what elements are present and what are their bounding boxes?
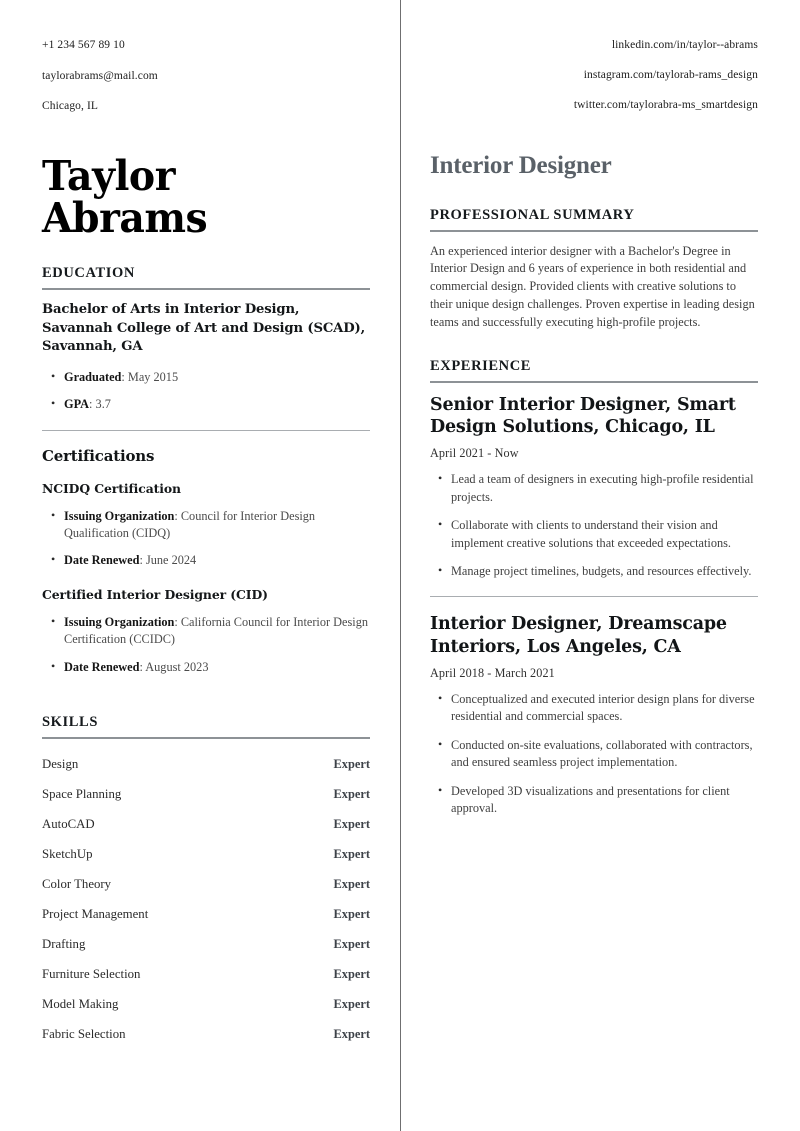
skill-level: Expert bbox=[333, 1027, 370, 1042]
list-item: • Collaborate with clients to understand their vision and implement creative solutions that exceeded expectations. bbox=[451, 517, 758, 552]
education-details bbox=[42, 369, 370, 413]
detail-label: Date Renewed bbox=[64, 659, 140, 674]
detail-value: June 2024 bbox=[145, 553, 197, 567]
skill-name: Model Making bbox=[42, 997, 119, 1012]
list-item: • Developed 3D visualizations and presentations for client approval. bbox=[451, 783, 758, 818]
skill-row bbox=[42, 780, 370, 810]
summary-heading: PROFESSIONAL SUMMARY bbox=[430, 207, 758, 232]
list-item: • Issuing Organization: California Council for Interior Design Certification (CCIDC) bbox=[64, 614, 370, 648]
job-title: Interior Designer, Dreamscape Interiors, Los Angeles, CA bbox=[430, 614, 727, 658]
detail-value: August 2023 bbox=[145, 659, 209, 674]
skill-level: Expert bbox=[333, 817, 370, 832]
skill-name: Design bbox=[42, 757, 79, 772]
list-item: • GPA: 3.7 bbox=[64, 396, 370, 413]
job-date: April 2018 - March 2021 bbox=[430, 665, 555, 680]
list-item: • Manage project timelines, budgets, and resources effectively. bbox=[451, 563, 758, 580]
skill-level: Expert bbox=[333, 877, 370, 892]
section-rule bbox=[42, 430, 370, 431]
job-bullets bbox=[430, 691, 758, 818]
detail-label: Date Renewed bbox=[64, 553, 140, 567]
detail-value: 3.7 bbox=[95, 397, 111, 412]
list-item: • Graduated: May 2015 bbox=[64, 369, 370, 386]
twitter-link[interactable]: twitter.com/taylorabra-ms_smartdesign bbox=[573, 98, 758, 111]
skills-list bbox=[42, 750, 370, 1050]
detail-label: Issuing Organization bbox=[64, 615, 175, 630]
skill-level: Expert bbox=[333, 787, 370, 802]
skill-name: Fabric Selection bbox=[42, 1027, 126, 1042]
skill-level: Expert bbox=[333, 847, 370, 862]
skill-row bbox=[42, 930, 370, 960]
skill-level: Expert bbox=[333, 967, 370, 982]
skill-row bbox=[42, 960, 370, 990]
certification-details bbox=[42, 614, 370, 676]
list-item: • Date Renewed: June 2024 bbox=[64, 552, 370, 569]
detail-value: May 2015 bbox=[127, 370, 179, 385]
skill-row bbox=[42, 900, 370, 930]
right-column bbox=[400, 0, 800, 1131]
detail-label: Issuing Organization bbox=[64, 508, 175, 523]
certification-entry bbox=[42, 587, 370, 676]
certification-name: Certified Interior Designer (CID) bbox=[42, 587, 268, 603]
skill-level: Expert bbox=[333, 757, 370, 772]
experience-heading: EXPERIENCE bbox=[430, 358, 758, 383]
skill-name: Color Theory bbox=[42, 877, 112, 892]
skill-row bbox=[42, 840, 370, 870]
social-links bbox=[430, 38, 758, 114]
skill-name: SketchUp bbox=[42, 847, 93, 862]
detail-label: Graduated bbox=[64, 370, 122, 385]
skill-name: Project Management bbox=[42, 907, 149, 922]
education-heading: EDUCATION bbox=[42, 265, 370, 290]
skill-row bbox=[42, 810, 370, 840]
page-title: Interior Designer bbox=[430, 151, 612, 179]
section-rule bbox=[430, 596, 758, 597]
skill-row bbox=[42, 870, 370, 900]
detail-label: GPA bbox=[64, 397, 90, 412]
skill-name: Space Planning bbox=[42, 787, 122, 802]
certification-details bbox=[42, 508, 370, 570]
list-item: • Conducted on-site evaluations, collaborated with contractors, and ensured seamless project implementation. bbox=[451, 737, 758, 772]
experience-entry bbox=[430, 394, 758, 581]
list-item: • Lead a team of designers in executing high-profile residential projects. bbox=[451, 471, 758, 506]
certifications-heading: Certifications bbox=[42, 446, 155, 465]
contact-phone: +1 234 567 89 10 bbox=[42, 39, 125, 51]
job-bullets bbox=[430, 471, 758, 580]
skill-name: Drafting bbox=[42, 937, 86, 952]
job-date: April 2021 - Now bbox=[430, 446, 519, 461]
skill-row bbox=[42, 750, 370, 780]
linkedin-link[interactable]: linkedin.com/in/taylor--abrams bbox=[611, 39, 758, 51]
experience-entry bbox=[430, 613, 758, 817]
skill-row bbox=[42, 990, 370, 1020]
detail-value: California Council for Interior Design Certification (CCIDC) bbox=[64, 615, 368, 647]
skill-name: AutoCAD bbox=[42, 817, 95, 832]
list-item: • Date Renewed: August 2023 bbox=[64, 659, 370, 676]
education-degree: Bachelor of Arts in Interior Design, Savannah College of Art and Design (SCAD), Savannah, GA bbox=[42, 301, 366, 355]
list-item: • Issuing Organization: Council for Interior Design Qualification (CIDQ) bbox=[64, 508, 370, 542]
candidate-name bbox=[42, 151, 357, 242]
last-name: Abrams bbox=[42, 193, 208, 242]
skill-level: Expert bbox=[333, 907, 370, 922]
skill-name: Furniture Selection bbox=[42, 967, 141, 982]
certification-name: NCIDQ Certification bbox=[42, 480, 181, 496]
first-name: Taylor bbox=[42, 151, 175, 200]
skill-row bbox=[42, 1020, 370, 1050]
spacer bbox=[430, 338, 758, 358]
skill-level: Expert bbox=[333, 997, 370, 1012]
skills-heading: SKILLS bbox=[42, 714, 370, 739]
contact-block bbox=[42, 38, 370, 115]
job-title: Senior Interior Designer, Smart Design Solutions, Chicago, IL bbox=[430, 394, 736, 438]
detail-value: Council for Interior Design Qualification (CIDQ) bbox=[64, 508, 316, 540]
contact-email: taylorabrams@mail.com bbox=[42, 69, 158, 82]
column-divider bbox=[400, 0, 401, 1131]
skill-level: Expert bbox=[333, 937, 370, 952]
instagram-link[interactable]: instagram.com/taylorab-rams_design bbox=[583, 68, 758, 81]
contact-location: Chicago, IL bbox=[42, 100, 99, 113]
certification-entry bbox=[42, 481, 370, 570]
spacer bbox=[42, 694, 370, 714]
list-item: • Conceptualized and executed interior design plans for diverse residential and commercial spaces. bbox=[451, 691, 758, 726]
summary-text: An experienced interior designer with a Bachelor's Degree in Interior Design and 6 years of experience in both residential and commercial design. Provided clients with creative solutions to their unique design challenges. Proven expertise in leading design teams and successfully executing high-profile projects. bbox=[430, 243, 755, 329]
